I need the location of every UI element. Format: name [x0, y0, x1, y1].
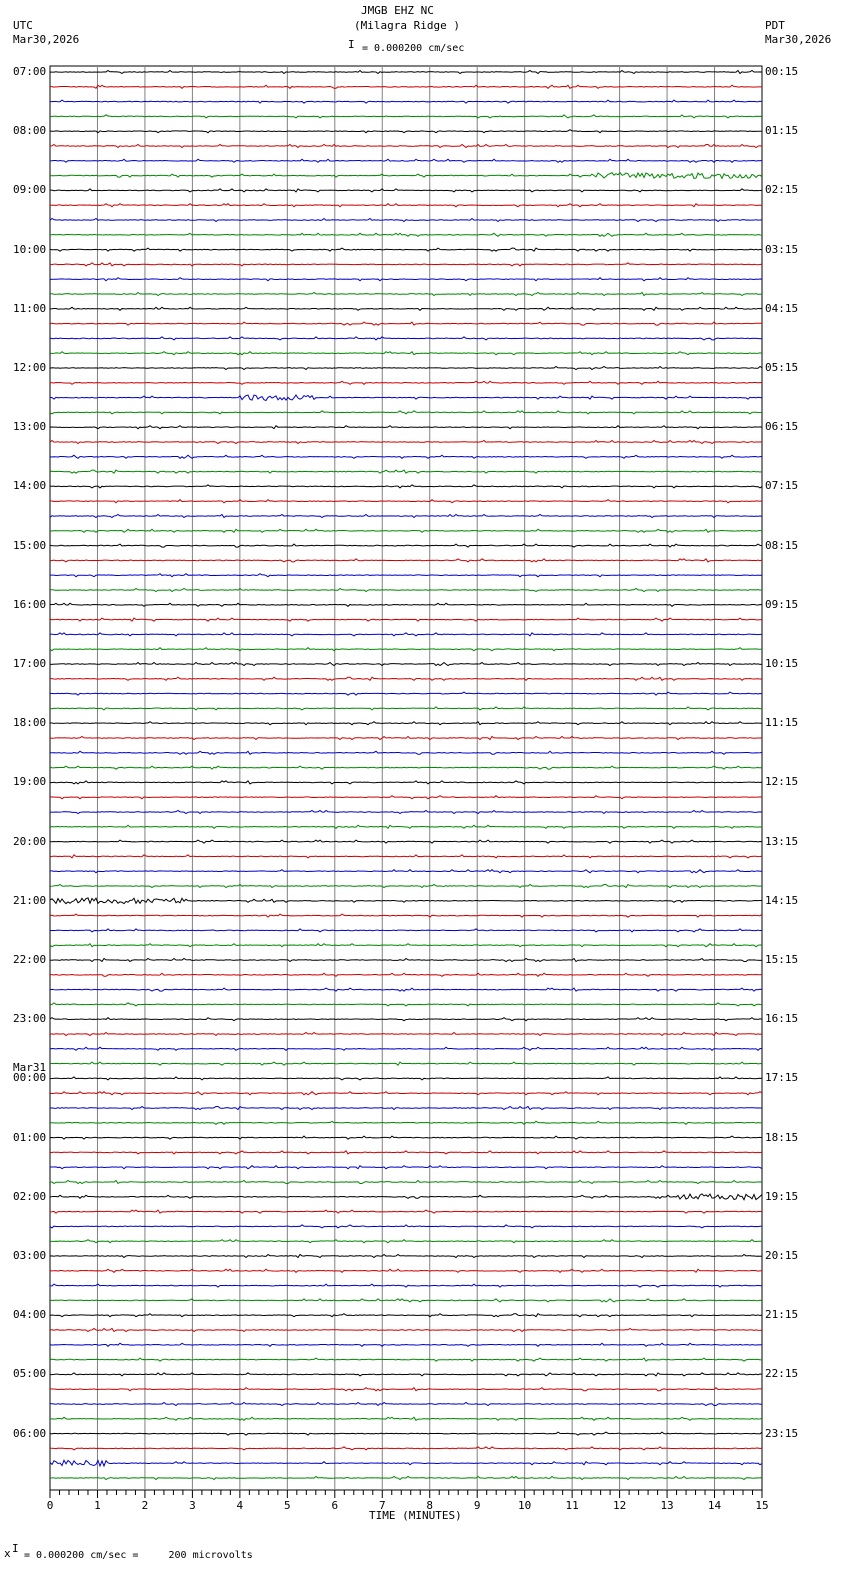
pdt-hour-label: 11:15 — [765, 716, 799, 730]
pdt-hour-label: 22:15 — [765, 1367, 799, 1381]
seismic-trace — [50, 811, 762, 814]
seismic-trace — [50, 426, 762, 429]
x-tick-label: 4 — [236, 1499, 244, 1512]
pdt-hour-label: 09:15 — [765, 597, 799, 611]
utc-hour-label: 10:00 — [13, 242, 47, 256]
seismic-trace — [50, 352, 762, 355]
seismic-trace — [50, 145, 762, 148]
utc-hour-label: 16:00 — [13, 597, 47, 611]
seismic-trace — [50, 1225, 762, 1228]
seismic-trace — [50, 100, 762, 103]
seismic-traces — [50, 71, 762, 1480]
utc-hour-label: 11:00 — [13, 301, 47, 315]
utc-hour-label: 04:00 — [13, 1308, 47, 1322]
station-location: (Milagra Ridge ) — [354, 19, 460, 32]
pdt-hour-label: 01:15 — [765, 124, 799, 138]
seismic-trace — [50, 692, 762, 695]
seismic-trace — [50, 618, 762, 621]
seismic-trace — [50, 1447, 762, 1450]
seismic-trace — [50, 1018, 762, 1021]
seismic-trace — [50, 1107, 762, 1110]
seismic-trace — [50, 855, 762, 858]
x-tick-label: 15 — [755, 1499, 769, 1512]
seismic-trace — [50, 278, 762, 281]
footer-scale-icon: x — [4, 1547, 11, 1560]
utc-hour-label: 12:00 — [13, 361, 47, 374]
pdt-hour-label: 23:15 — [765, 1426, 799, 1440]
pdt-date: Mar30,2026 — [765, 33, 832, 46]
seismic-trace — [50, 885, 762, 888]
utc-hour-label: 20:00 — [13, 834, 47, 848]
seismic-trace — [50, 159, 762, 162]
x-tick-label: 10 — [518, 1499, 532, 1512]
seismic-trace — [50, 173, 762, 179]
seismic-trace — [50, 485, 762, 488]
scale-label: = 0.000200 cm/sec — [362, 43, 465, 54]
seismic-trace — [50, 737, 762, 740]
seismic-trace — [50, 1062, 762, 1065]
seismic-trace — [50, 515, 762, 518]
pdt-hour-label: 20:15 — [765, 1249, 799, 1262]
utc-hour-label: 22:00 — [13, 953, 47, 966]
utc-hour-label: 14:00 — [13, 479, 47, 493]
seismic-trace — [50, 1047, 762, 1050]
seismic-trace — [50, 441, 762, 444]
seismic-trace — [50, 1121, 762, 1124]
seismic-trace — [50, 959, 762, 962]
pdt-hour-label: 02:15 — [765, 183, 799, 197]
seismic-trace — [50, 766, 762, 769]
date-change-label: Mar31 — [13, 1061, 47, 1074]
seismic-trace — [50, 1284, 762, 1287]
seismic-trace — [50, 204, 762, 207]
x-tick-label: 13 — [660, 1499, 674, 1512]
pdt-hour-label: 17:15 — [765, 1071, 799, 1085]
footer-scale-bar-icon: I — [12, 1542, 19, 1555]
utc-label: UTC — [13, 19, 33, 32]
pdt-hour-label: 03:15 — [765, 242, 799, 256]
seismic-trace — [50, 1373, 762, 1376]
pdt-hour-label: 13:15 — [765, 834, 799, 848]
seismic-trace — [50, 248, 762, 251]
seismic-trace — [50, 648, 762, 651]
utc-hour-label: 07:00 — [13, 65, 47, 78]
seismic-trace — [50, 1194, 762, 1200]
pdt-hour-label: 10:15 — [765, 657, 799, 670]
seismic-trace — [50, 233, 762, 236]
seismic-trace — [50, 455, 762, 458]
x-tick-label: 7 — [378, 1499, 386, 1512]
seismic-trace — [50, 1269, 762, 1272]
x-tick-label: 9 — [473, 1499, 481, 1512]
utc-date: Mar30,2026 — [13, 33, 80, 46]
seismic-trace — [50, 1240, 762, 1243]
seismic-trace — [50, 796, 762, 799]
utc-hour-label: 23:00 — [13, 1012, 47, 1026]
seismic-trace — [50, 1314, 762, 1317]
pdt-hour-label: 04:15 — [765, 301, 799, 315]
pdt-hour-label: 12:15 — [765, 775, 799, 789]
utc-hour-label: 13:00 — [13, 420, 47, 434]
seismic-trace — [50, 529, 762, 532]
utc-hour-label: 18:00 — [13, 716, 47, 730]
seismic-trace — [50, 1151, 762, 1154]
utc-hour-label: 01:00 — [13, 1130, 47, 1144]
seismic-trace — [50, 1077, 762, 1080]
pdt-hour-label: 07:15 — [765, 479, 799, 493]
seismic-trace — [50, 71, 762, 74]
x-tick-label: 5 — [284, 1499, 291, 1512]
utc-hour-label: 08:00 — [13, 124, 47, 138]
seismic-trace — [50, 574, 762, 577]
seismic-trace — [50, 840, 762, 843]
x-tick-label: 12 — [612, 1499, 627, 1512]
seismic-trace — [50, 337, 762, 340]
pdt-hour-label: 19:15 — [765, 1189, 799, 1203]
pdt-hour-label: 05:15 — [765, 361, 799, 374]
seismic-trace — [50, 973, 762, 976]
x-tick-label: 0 — [46, 1499, 54, 1512]
seismic-trace — [50, 929, 762, 932]
utc-hour-label: 00:00 — [13, 1071, 47, 1085]
seismic-trace — [50, 1403, 762, 1406]
x-tick-label: 6 — [331, 1499, 339, 1512]
seismic-trace — [50, 1329, 762, 1332]
utc-hour-label: 19:00 — [13, 775, 47, 789]
pdt-hour-label: 00:15 — [765, 65, 799, 78]
seismic-trace — [50, 1358, 762, 1361]
utc-hour-label: 15:00 — [13, 538, 47, 552]
seismic-trace — [50, 1181, 762, 1184]
seismic-trace — [50, 1343, 762, 1346]
utc-hour-label: 03:00 — [13, 1249, 47, 1262]
seismic-trace — [50, 189, 762, 192]
seismic-trace — [50, 663, 762, 666]
seismic-trace — [50, 1166, 762, 1169]
seismic-trace — [50, 470, 762, 473]
seismic-trace — [50, 500, 762, 503]
seismic-trace — [50, 603, 762, 606]
seismic-trace — [50, 707, 762, 710]
seismic-trace — [50, 825, 762, 828]
seismic-trace — [50, 722, 762, 725]
seismic-trace — [50, 559, 762, 562]
seismic-trace — [50, 1210, 762, 1213]
pdt-hour-label: 08:15 — [765, 538, 799, 552]
seismic-trace — [50, 1460, 762, 1466]
x-tick-label: 3 — [189, 1499, 196, 1512]
seismic-trace — [50, 219, 762, 222]
seismic-trace — [50, 751, 762, 754]
x-tick-label: 2 — [141, 1499, 149, 1512]
seismic-trace — [50, 870, 762, 873]
seismic-trace — [50, 395, 762, 401]
seismic-trace — [50, 293, 762, 296]
seismic-trace — [50, 130, 762, 133]
seismic-trace — [50, 115, 762, 118]
seismic-trace — [50, 307, 762, 310]
utc-hour-label: 21:00 — [13, 893, 47, 907]
pdt-hour-label: 15:15 — [765, 953, 799, 966]
scale-bar-icon: I — [348, 38, 355, 51]
seismic-trace — [50, 677, 762, 680]
utc-hour-label: 06:00 — [13, 1426, 47, 1440]
seismic-trace — [50, 263, 762, 266]
seismic-trace — [50, 781, 762, 784]
seismic-trace — [50, 914, 762, 917]
seismic-trace — [50, 1299, 762, 1302]
x-tick-label: 1 — [94, 1499, 101, 1512]
pdt-hour-label: 16:15 — [765, 1012, 799, 1026]
seismic-trace — [50, 1136, 762, 1139]
x-tick-label: 11 — [565, 1499, 579, 1512]
pdt-label: PDT — [765, 19, 785, 32]
footer-scale-note: = 0.000200 cm/sec = 200 microvolts — [24, 1550, 253, 1561]
seismic-trace — [50, 367, 762, 370]
pdt-hour-label: 21:15 — [765, 1308, 799, 1322]
seismic-trace — [50, 633, 762, 636]
seismic-trace — [50, 1033, 762, 1036]
seismic-trace — [50, 1417, 762, 1420]
seismic-trace — [50, 85, 762, 88]
seismic-trace — [50, 1255, 762, 1258]
seismic-trace — [50, 544, 762, 547]
seismic-trace — [50, 944, 762, 947]
seismic-trace — [50, 988, 762, 991]
utc-hour-label: 02:00 — [13, 1189, 47, 1203]
seismic-trace — [50, 411, 762, 414]
utc-hour-label: 09:00 — [13, 183, 47, 197]
x-axis-ticks — [50, 1490, 762, 1498]
utc-hour-label: 17:00 — [13, 657, 47, 670]
utc-hour-label: 05:00 — [13, 1367, 47, 1381]
pdt-hour-label: 14:15 — [765, 893, 799, 907]
x-axis-label: TIME (MINUTES) — [369, 1509, 462, 1522]
x-tick-label: 8 — [426, 1499, 434, 1512]
seismic-trace — [50, 381, 762, 384]
pdt-hour-label: 06:15 — [765, 420, 799, 434]
seismic-trace — [50, 898, 762, 904]
seismic-trace — [50, 1432, 762, 1435]
station-title: JMGB EHZ NC — [361, 4, 434, 17]
seismic-trace — [50, 1003, 762, 1006]
seismic-trace — [50, 322, 762, 325]
seismic-trace — [50, 1388, 762, 1391]
x-tick-label: 14 — [707, 1499, 722, 1512]
pdt-hour-label: 18:15 — [765, 1130, 799, 1144]
seismic-trace — [50, 589, 762, 592]
seismic-trace — [50, 1092, 762, 1095]
seismic-trace — [50, 1477, 762, 1480]
